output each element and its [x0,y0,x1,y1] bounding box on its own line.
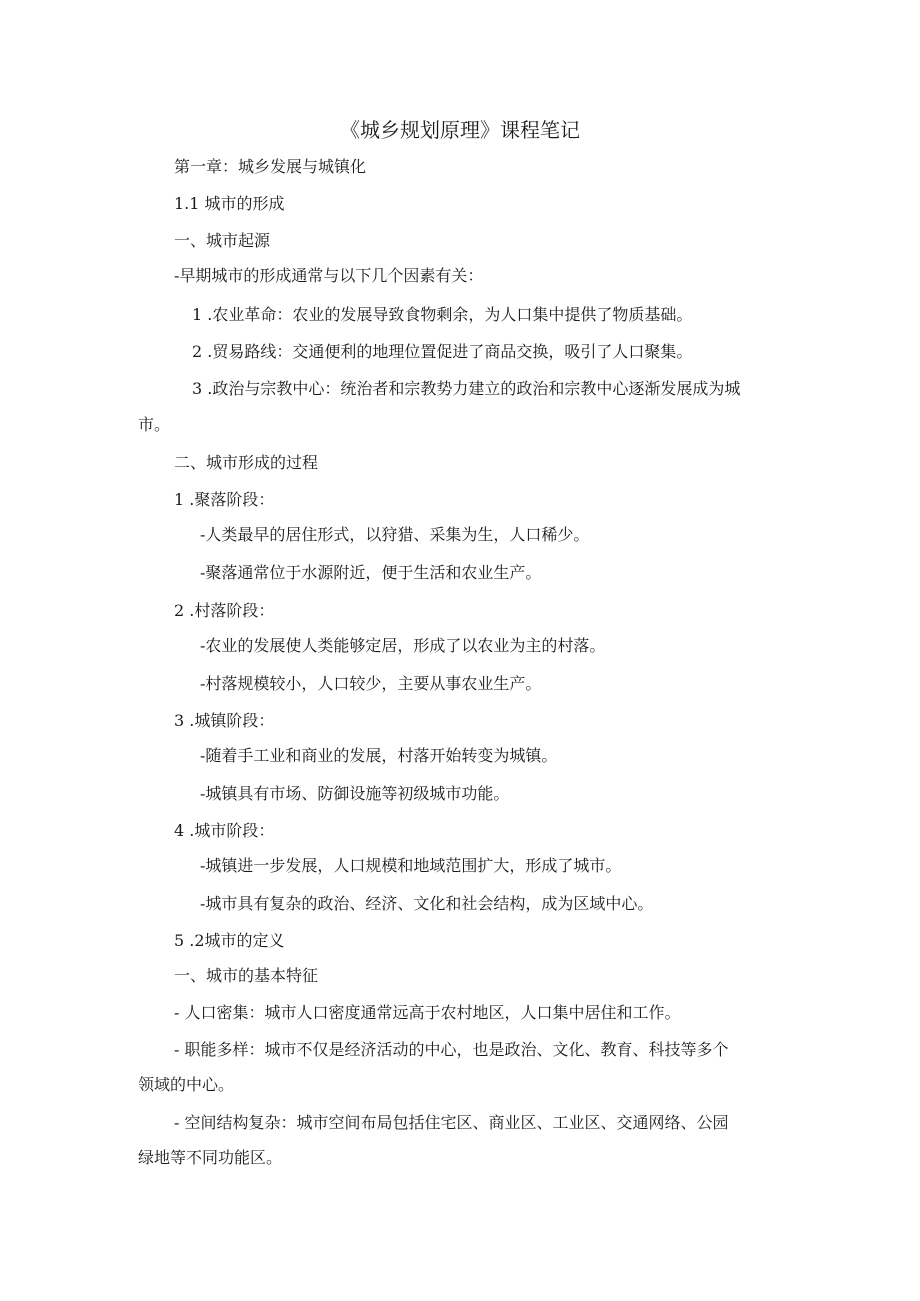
bullet-line: -聚落通常位于水源附近，便于生活和农业生产。 [200,563,542,582]
bullet-line: -农业的发展使人类能够定居，形成了以农业为主的村落。 [200,636,606,655]
page-title: 《城乡规划原理》课程笔记 [340,118,580,142]
bullet-line: -人类最早的居住形式，以狩猎、采集为生，人口稀少。 [200,525,590,544]
section-heading: 5 .2城市的定义 [174,931,285,950]
bullet-line: - 职能多样：城市不仅是经济活动的中心，也是政治、文化、教育、科技等多个 [174,1040,729,1059]
list-item: 1 .聚落阶段： [174,490,275,509]
chapter-heading: 第一章：城乡发展与城镇化 [174,157,367,176]
list-item: 1 .农业革命：农业的发展导致食物剩余，为人口集中提供了物质基础。 [192,305,693,324]
subsection-heading: 二、城市形成的过程 [174,453,319,472]
bullet-line: - 空间结构复杂：城市空间布局包括住宅区、商业区、工业区、交通网络、公园 [174,1113,729,1132]
bullet-line: - 人口密集：城市人口密度通常远高于农村地区，人口集中居住和工作。 [174,1003,681,1022]
bullet-line: -随着手工业和商业的发展，村落开始转变为城镇。 [200,746,558,765]
paragraph-line: -早期城市的形成通常与以下几个因素有关： [174,266,484,285]
list-item: 2 .贸易路线：交通便利的地理位置促进了商品交换，吸引了人口聚集。 [192,342,693,361]
bullet-line-continuation: 领域的中心。 [138,1075,235,1094]
bullet-line-continuation: 绿地等不同功能区。 [138,1148,283,1167]
list-item: 3 .政治与宗教中心：统治者和宗教势力建立的政治和宗教中心逐渐发展成为城 [192,379,741,398]
bullet-line: -村落规模较小，人口较少，主要从事农业生产。 [200,674,542,693]
list-item: 2 .村落阶段： [174,601,275,620]
subsection-heading: 一、城市起源 [174,231,271,250]
bullet-line: -城镇具有市场、防御设施等初级城市功能。 [200,784,510,803]
bullet-line: -城市具有复杂的政治、经济、文化和社会结构，成为区域中心。 [200,894,654,913]
section-heading: 1.1 城市的形成 [174,194,285,213]
subsection-heading: 一、城市的基本特征 [174,966,319,985]
bullet-line: -城镇进一步发展，人口规模和地域范围扩大，形成了城市。 [200,856,622,875]
list-item-continuation: 市。 [138,415,171,434]
list-item: 4 .城市阶段： [174,821,275,840]
list-item: 3 .城镇阶段： [174,711,275,730]
